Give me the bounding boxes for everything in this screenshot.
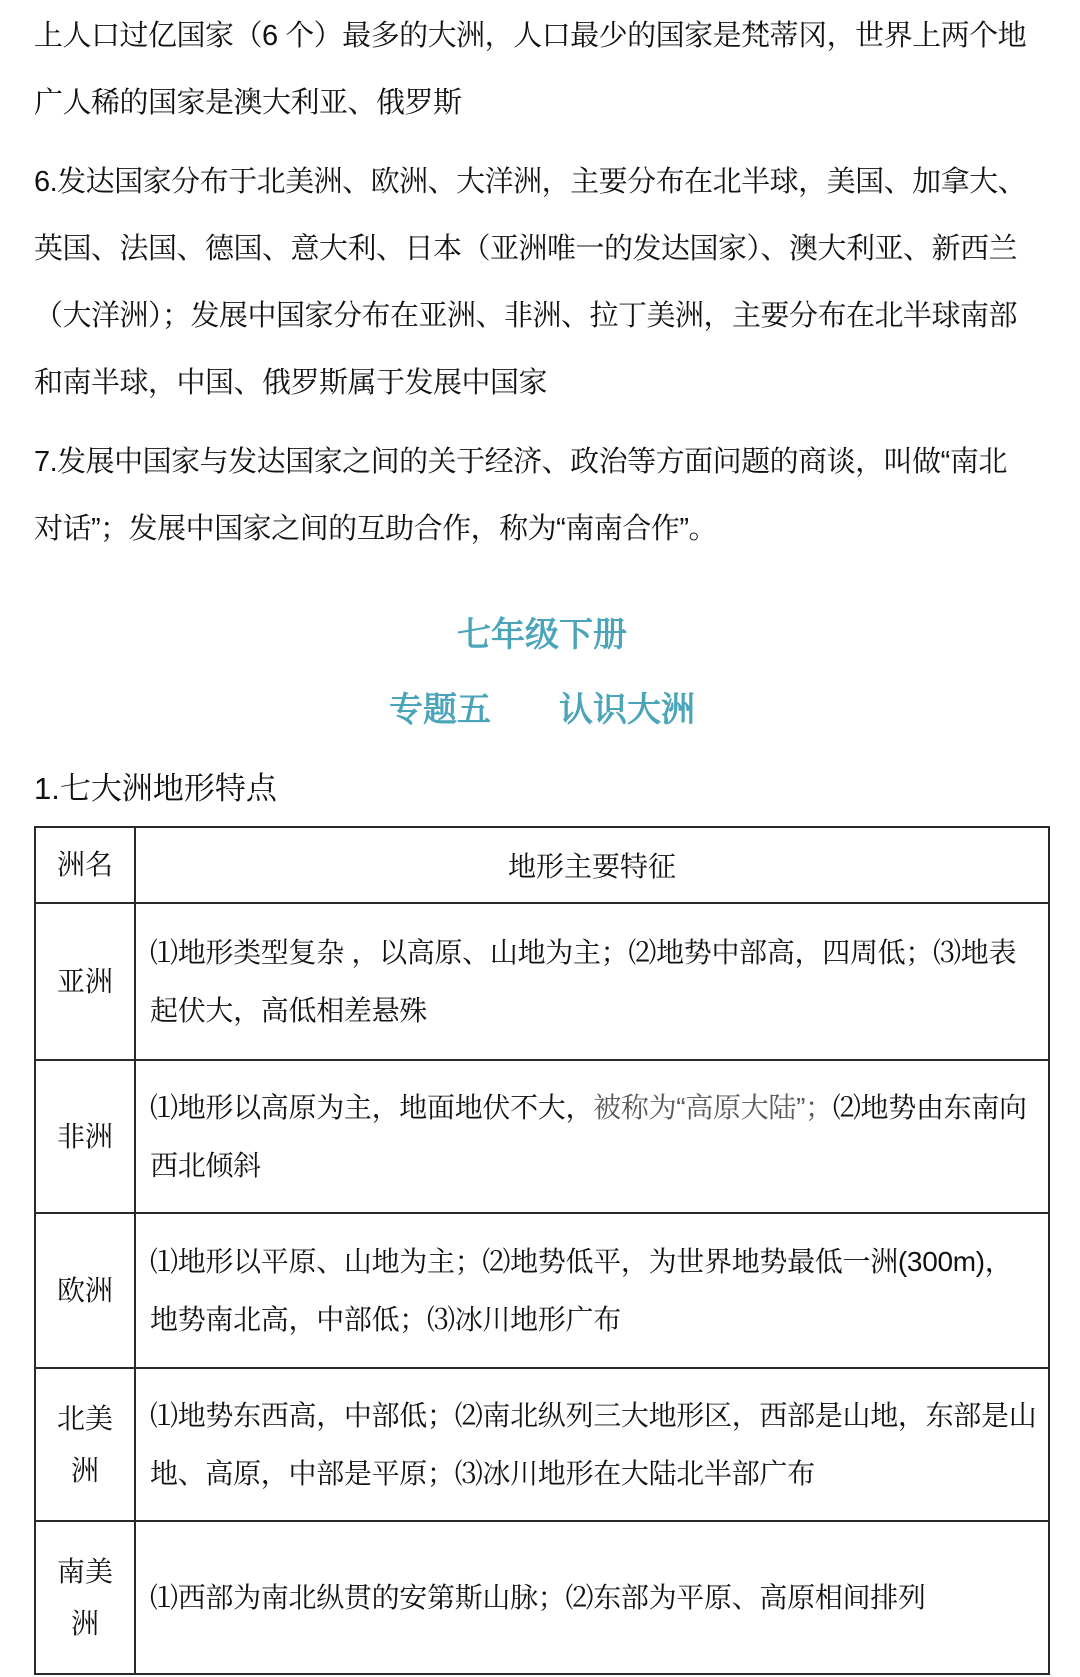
paragraph-population (34, 0, 1050, 134)
paragraph-line: （大洋洲）；发展中国家分布在亚洲、非洲、拉丁美洲，主要分布在北半球南部 (34, 300, 1018, 332)
heading-topic: 专题五 认识大洲 (389, 691, 695, 729)
continent-name: 非洲 (35, 1060, 135, 1213)
continent-name: 北美洲 (35, 1368, 135, 1521)
continent-name: 南美洲 (35, 1521, 135, 1674)
terrain-feature-table (34, 826, 1050, 1675)
feature-text: ⑵地势由东南向西北倾斜 (150, 1091, 1027, 1181)
continent-name: 欧洲 (35, 1213, 135, 1368)
table-row (35, 1368, 1049, 1521)
table-row (35, 1060, 1049, 1213)
paragraph-item-6 (34, 146, 1050, 414)
continent-feature (135, 1521, 1049, 1674)
feature-text: ⑴地势东西高，中部低；⑵南北纵列三大地形区，西部是山地，东部是山地、高原，中部是平原；⑶冰川地形在大陆北半部广布 (150, 1399, 1037, 1489)
continent-feature (135, 1368, 1049, 1521)
table-row (35, 1213, 1049, 1368)
paragraph-line: 7.发展中国家与发达国家之间的关于经济、政治等方面问题的商谈，叫做“南北 (34, 446, 1007, 478)
paragraph-line: 广人稀的国家是澳大利亚、俄罗斯 (34, 87, 462, 119)
table-header-row (35, 827, 1049, 903)
heading-volume: 七年级下册 (457, 616, 627, 654)
continent-name: 亚洲 (35, 903, 135, 1060)
column-header-continent: 洲名 (35, 827, 135, 903)
feature-text-muted: 被称为“高原大陆”； (593, 1091, 833, 1123)
feature-text: ⑴地形以高原为主，地面地伏不大， (150, 1091, 594, 1123)
section-title: 1.七大洲地形特点 (34, 771, 277, 806)
paragraph-line: 上人口过亿国家（6 个）最多的大洲，人口最少的国家是梵蒂冈，世界上两个地 (34, 20, 1027, 52)
column-header-feature: 地形主要特征 (135, 827, 1049, 903)
feature-text: ⑴西部为南北纵贯的安第斯山脉；⑵东部为平原、高原相间排列 (150, 1581, 926, 1613)
continent-feature (135, 1060, 1049, 1213)
paragraph-line: 对话”；发展中国家之间的互助合作，称为“南南合作”。 (34, 513, 717, 545)
table-row (35, 1521, 1049, 1674)
feature-text: ⑴地形类型复杂 ，以高原、山地为主；⑵地势中部高，四周低；⑶地表起伏大，高低相差悬殊 (150, 936, 1017, 1026)
paragraph-line: 英国、法国、德国、意大利、日本（亚洲唯一的发达国家）、澳大利亚、新西兰 (34, 233, 1018, 265)
continent-feature (135, 1213, 1049, 1368)
paragraph-line: 6.发达国家分布于北美洲、欧洲、大洋洲，主要分布在北半球，美国、加拿大、 (34, 166, 1027, 198)
table-row (35, 903, 1049, 1060)
paragraph-line: 和南半球，中国、俄罗斯属于发展中国家 (34, 367, 548, 399)
paragraph-item-7 (34, 426, 1050, 560)
continent-feature (135, 903, 1049, 1060)
feature-text: ⑴地形以平原、山地为主；⑵地势低平，为世界地势最低一洲(300m)，地势南北高，中部低；⑶冰川地形广布 (150, 1245, 1013, 1335)
